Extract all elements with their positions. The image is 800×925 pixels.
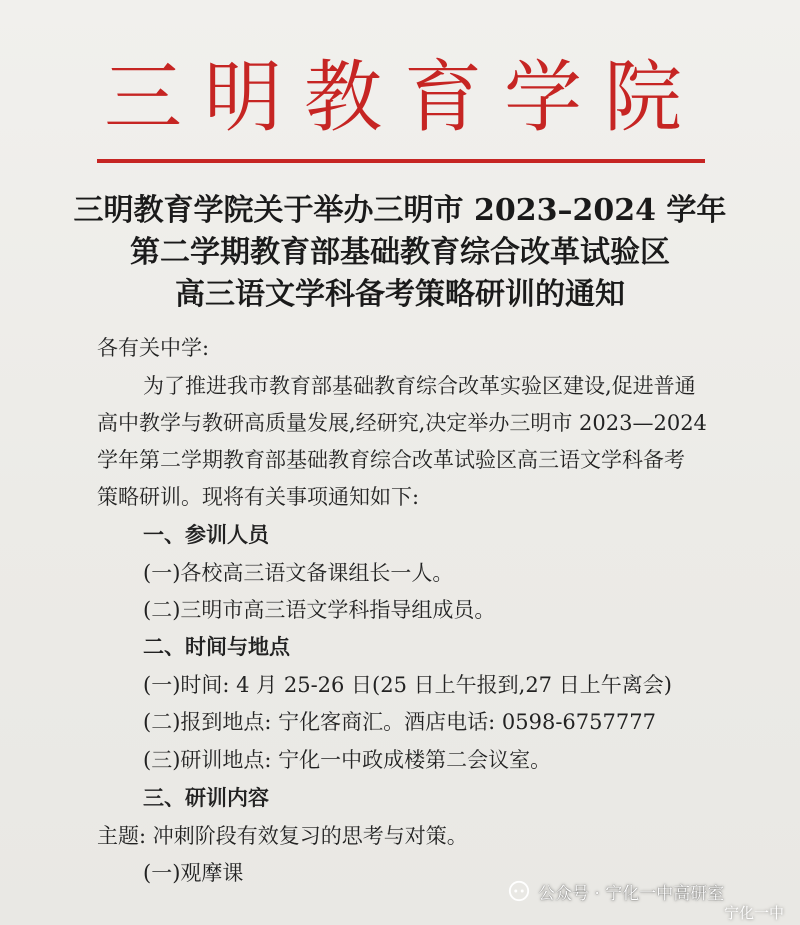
masthead: 三明教育学院 <box>103 53 704 143</box>
red-divider <box>97 159 705 163</box>
section-2-item-3: (三)研训地点: 宁化一中政成楼第二会议室。 <box>143 748 552 772</box>
title-line-2: 第二学期教育部基础教育综合改革试验区 <box>130 235 670 270</box>
section-3-theme: 主题: 冲刺阶段有效复习的思考与对策。 <box>97 824 468 848</box>
watermark-text: 公众号 · 宁化一中高研室 <box>538 883 725 904</box>
title-line-1: 三明教育学院关于举办三明市 2023–2024 学年 <box>73 193 727 228</box>
wechat-watermark <box>508 876 724 906</box>
wechat-search-icon <box>508 880 530 902</box>
section-1-item-2: (二)三明市高三语文学科指导组成员。 <box>143 598 496 622</box>
intro-line-3: 学年第二学期教育部基础教育综合改革试验区高三语文学科备考 <box>97 448 685 472</box>
intro-line-2: 高中教学与教研高质量发展,经研究,决定举办三明市 2023—2024 <box>97 411 707 435</box>
section-1-item-1: (一)各校高三语文备课组长一人。 <box>143 561 454 585</box>
section-1-heading: 一、参训人员 <box>143 523 269 547</box>
section-3-item-1: (一)观摩课 <box>143 861 244 885</box>
watermark-corner-text: 宁化一中 <box>724 904 785 922</box>
section-2-item-2: (二)报到地点: 宁化客商汇。酒店电话: 0598-6757777 <box>143 710 656 734</box>
title-line-3: 高三语文学科备考策略研训的通知 <box>175 277 625 312</box>
document-title <box>0 190 800 316</box>
section-2-item-1: (一)时间: 4 月 25-26 日(25 日上午报到,27 日上午离会) <box>143 673 672 697</box>
section-2-heading: 二、时间与地点 <box>143 635 290 659</box>
intro-line-4: 策略研训。现将有关事项通知如下: <box>97 485 420 509</box>
intro-line-1: 为了推进我市教育部基础教育综合改革实验区建设,促进普通 <box>143 374 696 398</box>
section-3-heading: 三、研训内容 <box>143 786 269 810</box>
salutation: 各有关中学: <box>97 336 210 360</box>
